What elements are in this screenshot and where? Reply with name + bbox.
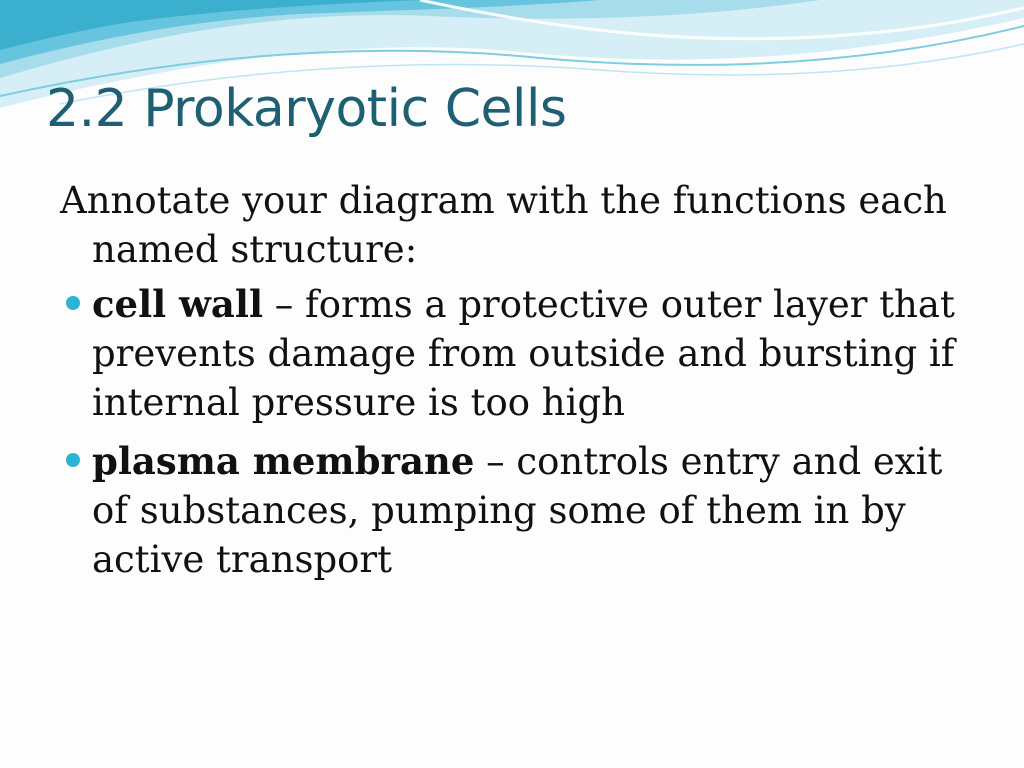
bullet-text: – forms a protective outer layer that prevents damage from outside and bursting if internal pressure is too high: [92, 283, 955, 424]
slide-title: 2.2 Prokaryotic Cells: [46, 79, 567, 139]
slide-body: [60, 176, 960, 594]
bullet-term: plasma membrane: [92, 439, 475, 483]
bullet-dot-icon: [66, 296, 80, 310]
bullet-term: cell wall: [92, 282, 263, 326]
bullet-plasma-membrane: [60, 437, 960, 584]
intro-text: Annotate your diagram with the functions each named structure:: [60, 179, 947, 271]
bullet-text: – controls entry and exit of substances, pumping some of them in by active transport: [92, 440, 943, 581]
bullet-dot-icon: [66, 453, 80, 467]
bullet-cell-wall: [60, 280, 960, 427]
bullet-list: [60, 280, 960, 584]
